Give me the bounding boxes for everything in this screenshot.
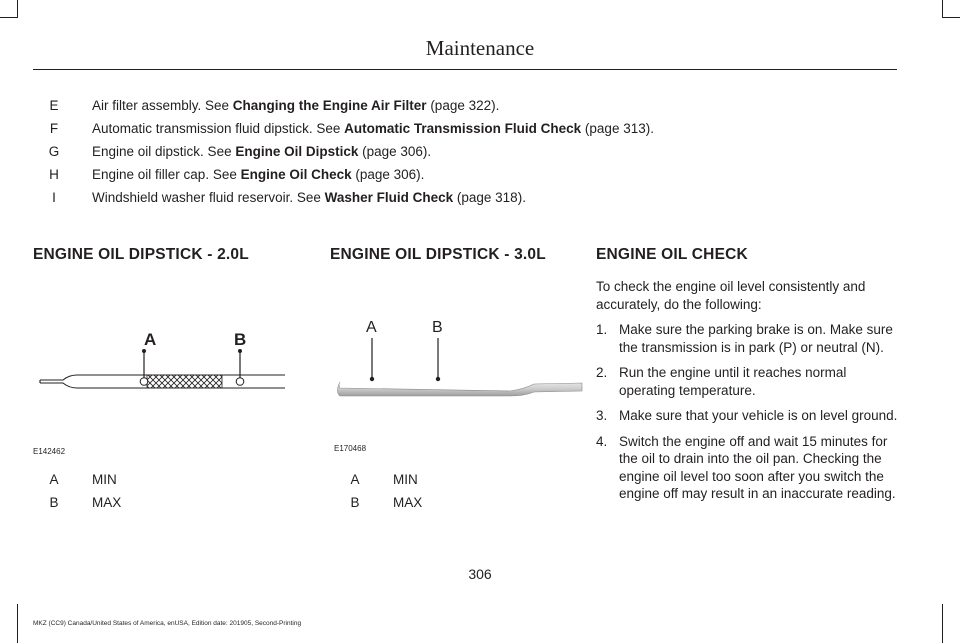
- step-text: Make sure the parking brake is on. Make sure the transmission is in park (P) or neutral (N).: [619, 322, 893, 355]
- callout-a-label: A: [366, 319, 377, 336]
- legend-letter: A: [350, 472, 360, 487]
- step-text: Switch the engine off and wait 15 minutes for the oil to drain into the oil pan. Checking the engine oil level too soon after you switch the engine off may result in an inaccurate reading.: [619, 433, 896, 501]
- step-text: Run the engine until it reaches normal operating temperature.: [619, 365, 847, 398]
- step-number: 3.: [596, 408, 608, 423]
- section-heading-engine-oil-check: ENGINE OIL CHECK: [596, 246, 748, 263]
- figure-id: E170468: [334, 444, 367, 453]
- callout-b-label: B: [432, 319, 443, 336]
- legend-value: MAX: [92, 495, 122, 510]
- callout-a-label: A: [144, 330, 157, 349]
- dipstick-3-0l-illustration: [330, 312, 586, 402]
- cross-reference-link[interactable]: Changing the Engine Air Filter: [232, 98, 427, 113]
- legend-letter: H: [49, 167, 59, 182]
- cross-reference-link[interactable]: Engine Oil Check: [240, 167, 352, 182]
- crop-mark: [942, 0, 943, 18]
- header-rule: [33, 69, 897, 70]
- list-item: [596, 407, 898, 425]
- step-text: Make sure that your vehicle is on level ground.: [619, 408, 898, 423]
- step-number: 2.: [596, 365, 608, 380]
- cross-reference-link[interactable]: Washer Fluid Check: [324, 190, 454, 205]
- legend-value: MIN: [92, 472, 117, 487]
- legend-description: Engine oil filler cap. See Engine Oil Check (page 306).: [92, 167, 425, 182]
- step-number: 1.: [596, 322, 608, 337]
- page-header-title: Maintenance: [425, 36, 535, 60]
- legend-letter: A: [49, 472, 59, 487]
- step-number: 4.: [596, 433, 608, 449]
- legend-letter: G: [48, 144, 60, 159]
- section-heading-dipstick-2-0l: ENGINE OIL DIPSTICK - 2.0L: [33, 246, 249, 263]
- legend-letter: B: [350, 495, 360, 510]
- engine-oil-check-body: [596, 278, 898, 503]
- legend-letter: B: [49, 495, 59, 510]
- crop-mark: [17, 0, 18, 18]
- legend-letter: I: [52, 190, 56, 205]
- legend-description: Automatic transmission fluid dipstick. See Automatic Transmission Fluid Check (page 313).: [92, 121, 654, 136]
- legend-letter: F: [49, 121, 59, 136]
- crop-mark: [942, 604, 943, 643]
- list-item: [596, 321, 898, 356]
- legend-description: Air filter assembly. See Changing the Engine Air Filter (page 322).: [92, 98, 500, 113]
- crop-mark: [0, 17, 18, 18]
- footer-edition-text: MKZ (CC9) Canada/United States of America, enUSA, Edition date: 201905, Second-Printing: [33, 620, 302, 627]
- crop-mark: [942, 17, 960, 18]
- crop-mark: [17, 604, 18, 643]
- legend-letter: E: [49, 98, 59, 113]
- dipstick-2-0l-illustration: [33, 320, 289, 402]
- list-item: [596, 433, 898, 503]
- page-number: 306: [468, 566, 492, 582]
- legend-value: MAX: [393, 495, 423, 510]
- legend-description: Windshield washer fluid reservoir. See Washer Fluid Check (page 318).: [92, 190, 526, 205]
- steps-list: [596, 321, 898, 503]
- cross-reference-link[interactable]: Engine Oil Dipstick: [235, 144, 359, 159]
- callout-b-label: B: [234, 330, 247, 349]
- legend-value: MIN: [393, 472, 418, 487]
- list-item: [596, 364, 898, 399]
- cross-reference-link[interactable]: Automatic Transmission Fluid Check: [344, 121, 582, 136]
- intro-paragraph: To check the engine oil level consistently and accurately, do the following:: [596, 279, 866, 312]
- legend-description: Engine oil dipstick. See Engine Oil Dipstick (page 306).: [92, 144, 432, 159]
- section-heading-dipstick-3-0l: ENGINE OIL DIPSTICK - 3.0L: [330, 246, 546, 263]
- figure-id: E142462: [33, 447, 66, 456]
